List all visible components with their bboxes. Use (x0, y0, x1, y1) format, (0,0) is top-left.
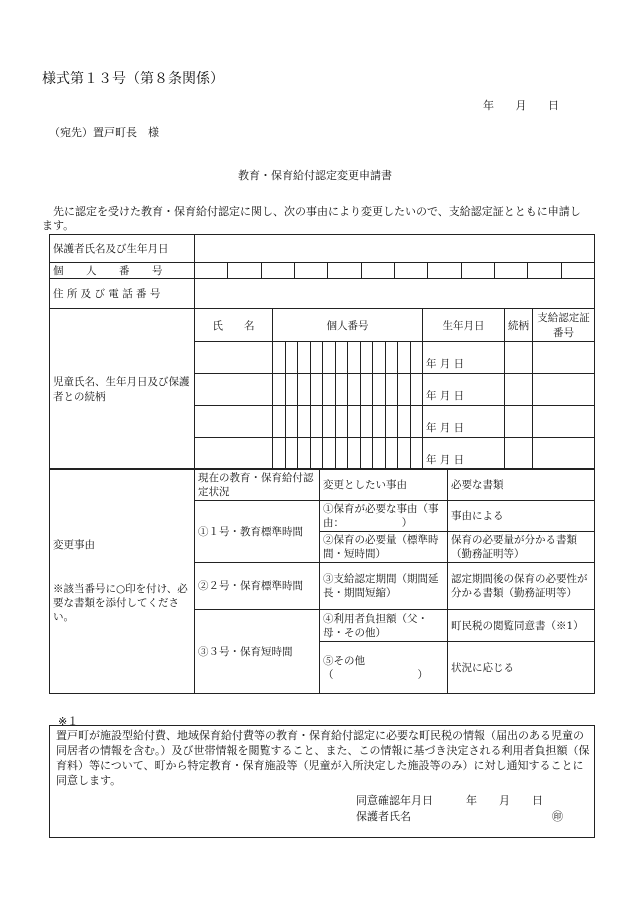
consent-text: 置戸町が施設型給付費、地域保育給付費等の教育・保育給付認定に必要な町民税の情報（届出のある児童の同居者の情報を含む。）及び世帯情報を閲覧すること、また、この情報に基づき決定される利用者負担額（保育料）等について、町から特定教育・保育施設等（児童が入所決定した施設等のみ）に対し通知することに同意します。 (56, 729, 590, 787)
consent-guardian[interactable] (356, 808, 563, 824)
col-child-cert: 支給認定証番号 (533, 309, 595, 342)
col-child-birth: 生年月日 (423, 309, 505, 342)
child-name-field[interactable] (195, 438, 273, 470)
doc-option-3: 認定期間後の保育の必要性が分かる書類（勤務証明等） (448, 563, 595, 610)
child-name-field[interactable] (195, 406, 273, 438)
child-birth-field[interactable]: 年 月 日 (423, 342, 505, 374)
children-table (49, 308, 595, 470)
guardian-name-field[interactable] (195, 235, 595, 263)
doc-option-2: 保育の必要量が分かる書類（勤務証明等） (448, 532, 595, 563)
form-number: 様式第１３号（第８条関係） (42, 71, 224, 87)
col-required-docs: 必要な書類 (448, 469, 595, 501)
child-birth-field[interactable]: 年 月 日 (423, 438, 505, 470)
current-option-1[interactable]: ①１号・教育標準時間 (195, 501, 320, 563)
col-child-relation: 続柄 (505, 309, 533, 342)
children-section-label: 児童氏名、生年月日及び保護者との続柄 (50, 309, 195, 470)
change-section-note: ※該当番号に○印を付け、必要な書類を添付してください。 (53, 583, 188, 623)
consent-date[interactable]: 同意確認年月日 年 月 日 (356, 794, 543, 807)
doc-option-4: 町民税の閲覧同意書（※1） (448, 610, 595, 642)
col-child-name: 氏 名 (195, 309, 273, 342)
addressee: （宛先）置戸町長 様 (49, 126, 159, 139)
guardian-name-label: 保護者氏名及び生年月日 (50, 235, 195, 263)
change-section-label: 変更事由 (53, 539, 95, 551)
intro-text: 先に認定を受けた教育・保育給付認定に関し、次の事由により変更したいので、支給認定証とともに申請します。 (42, 205, 581, 232)
child-relation-field[interactable] (505, 438, 533, 470)
child-name-field[interactable] (195, 342, 273, 374)
child-cert-field[interactable] (533, 406, 595, 438)
date-day: 日 (548, 99, 559, 112)
guardian-address-field[interactable] (195, 279, 595, 309)
child-number-field[interactable] (273, 438, 423, 470)
child-relation-field[interactable] (505, 406, 533, 438)
date-year: 年 (483, 99, 494, 112)
child-birth-field[interactable]: 年 月 日 (423, 406, 505, 438)
consent-box (49, 725, 595, 838)
doc-option-1: 事由による (448, 501, 595, 532)
date-month: 月 (515, 99, 527, 112)
consent-guardian-label: 保護者氏名 (356, 810, 411, 823)
child-cert-field[interactable] (533, 438, 595, 470)
guardian-number-field[interactable] (195, 263, 595, 279)
guardian-number-label: 個 人 番 号 (50, 263, 195, 279)
form-title: 教育・保育給付認定変更申請書 (238, 169, 392, 182)
reason-option-3[interactable]: ③支給認定期間（期間延長・期間短縮） (320, 563, 448, 610)
child-number-field[interactable] (273, 342, 423, 374)
col-child-number: 個人番号 (273, 309, 423, 342)
child-name-field[interactable] (195, 374, 273, 406)
reason-option-1[interactable]: ①保育が必要な事由（事由： ） (320, 501, 448, 532)
seal-mark: ㊞ (552, 810, 563, 823)
doc-option-5: 状況に応じる (448, 642, 595, 694)
col-change-reason: 変更としたい事由 (320, 469, 448, 501)
change-section (50, 469, 195, 694)
consent-mark: ※１ (58, 715, 79, 728)
child-number-field[interactable] (273, 374, 423, 406)
child-cert-field[interactable] (533, 342, 595, 374)
col-current-status: 現在の教育・保育給付認定状況 (195, 469, 320, 501)
child-cert-field[interactable] (533, 374, 595, 406)
reason-option-4[interactable]: ④利用者負担額（父・母・その他） (320, 610, 448, 642)
reason-option-2[interactable]: ②保育の必要量（標準時間・短時間） (320, 532, 448, 563)
child-relation-field[interactable] (505, 342, 533, 374)
guardian-table (49, 234, 595, 309)
current-option-3[interactable]: ③３号・保育短時間 (195, 610, 320, 694)
child-birth-field[interactable]: 年 月 日 (423, 374, 505, 406)
child-relation-field[interactable] (505, 374, 533, 406)
change-table (49, 468, 595, 694)
reason-option-5[interactable]: ⑤その他（ ） (320, 642, 448, 694)
guardian-address-label: 住 所 及 び 電 話 番 号 (50, 279, 195, 309)
current-option-2[interactable]: ②２号・保育標準時間 (195, 563, 320, 610)
date-line (483, 97, 577, 113)
child-number-field[interactable] (273, 406, 423, 438)
